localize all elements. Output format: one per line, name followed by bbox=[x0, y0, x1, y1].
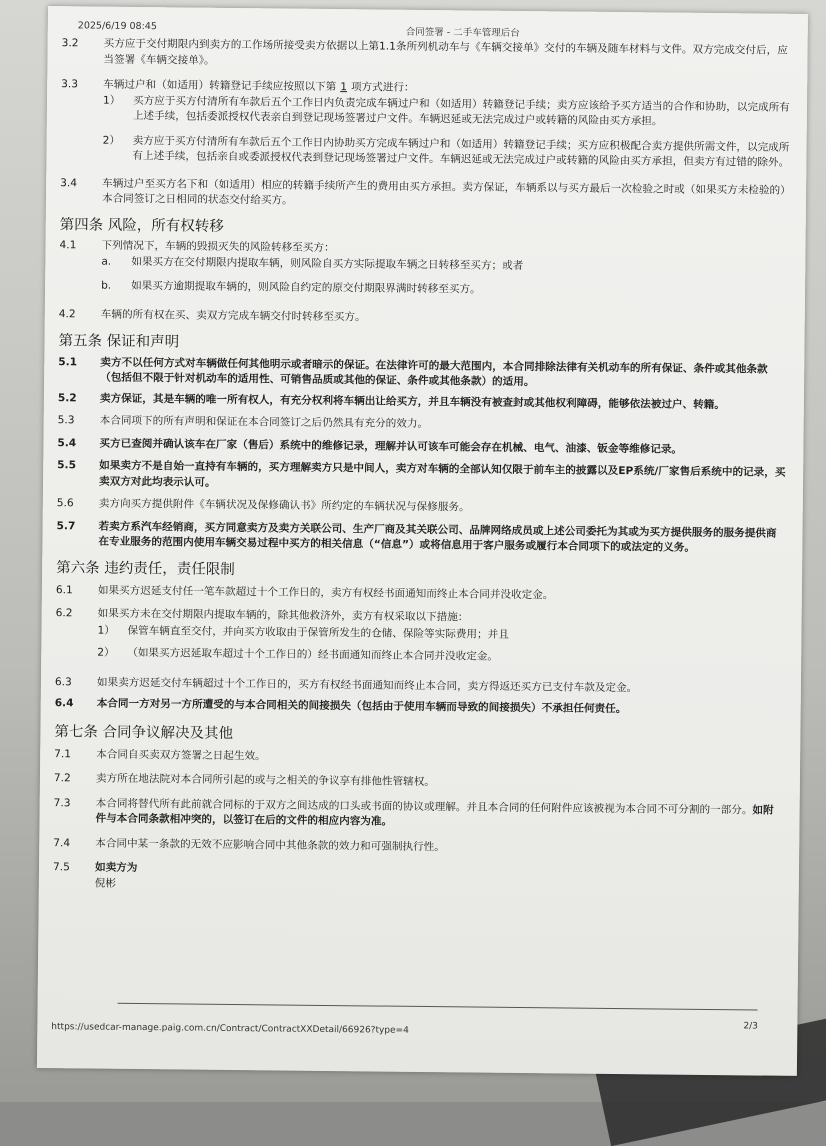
clause-text: 如果卖方不是自始一直持有车辆的，买方理解卖方只是中间人，卖方对车辆的全部认知仅限于前车主的披露以及EP系统/厂家售后系统中的记录，买卖双方对此均表示认可。 bbox=[98, 459, 786, 489]
clause-7-2 bbox=[54, 771, 784, 794]
clause-5-1 bbox=[58, 355, 788, 394]
contract-body bbox=[53, 36, 792, 899]
clause-text: 卖方向买方提供附件《车辆状况及保修确认书》所约定的车辆状况与保修服务。 bbox=[98, 497, 470, 514]
sub-text: 如果买方逾期提取车辆的，则风险自约定的原交付期限界满时转移至买方。 bbox=[131, 279, 481, 296]
sub-number: a. bbox=[101, 255, 112, 268]
clause-text: 买方已查阅并确认该车在厂家（售后）系统中的维修记录，理解并认可该车可能会存在机械、电气、油漆、钣金等维修记录。 bbox=[99, 437, 683, 456]
clause-7-4 bbox=[53, 836, 783, 859]
clause-number: 6.1 bbox=[55, 583, 73, 596]
clause-number: 7.5 bbox=[52, 861, 70, 874]
clause-number: 3.3 bbox=[61, 78, 79, 91]
clause-4-1-b bbox=[59, 278, 789, 301]
clause-text: 如果买方迟延支付任一笔车款超过十个工作日的，卖方有权经书面通知而终止本合同并没收定金。 bbox=[97, 584, 554, 601]
clause-3-4 bbox=[60, 176, 790, 215]
clause-number: 5.3 bbox=[57, 414, 75, 427]
clause-5-4 bbox=[57, 436, 787, 459]
clause-6-1 bbox=[56, 583, 786, 606]
clause-number: 7.4 bbox=[53, 836, 71, 849]
contract-page bbox=[37, 6, 808, 1076]
clause-number: 4.1 bbox=[59, 238, 77, 251]
clause-number: 5.4 bbox=[57, 436, 77, 449]
clause-text: 买方应于交付期限内到卖方的工作场所接受卖方依据以上第1.1条所列机动车与《车辆交接单》交付的车辆及随车材料与文件。双方完成交付后，应当签署《车辆交接单》。 bbox=[103, 37, 788, 67]
clause-text: 本合同自买卖双方签署之日起生效。 bbox=[96, 748, 266, 762]
print-datetime: 2025/6/19 08:45 bbox=[77, 20, 157, 33]
option-choice: 1 bbox=[340, 81, 348, 94]
section-heading-5: 第五条 保证和声明 bbox=[58, 332, 180, 350]
clause-7-3 bbox=[53, 796, 783, 835]
print-url: https://usedcar-manage.paig.com.cn/Contract/ContractXXDetail/66926?type=4 bbox=[51, 1022, 409, 1036]
clause-number: 7.1 bbox=[54, 747, 72, 760]
sub-number: 2） bbox=[97, 646, 115, 659]
sub-number: 1） bbox=[97, 624, 115, 637]
clause-5-2 bbox=[58, 391, 788, 414]
clause-text: 本合同中某一条款的无效不应影响合同中其他条款的效力和可强制执行性。 bbox=[95, 837, 445, 853]
clause-text-bold: 如附件与本合同条款相冲突的，以签订在后的文件的相应内容为准。 bbox=[95, 803, 774, 828]
clause-text: 车辆过户和（如适用）转籍登记手续应按照以下第 bbox=[103, 78, 337, 94]
clause-7-5 bbox=[53, 860, 783, 899]
clause-number: 5.2 bbox=[57, 391, 77, 404]
section-heading-7: 第七条 合同争议解决及其他 bbox=[54, 723, 234, 742]
clause-text: 如果买方未在交付期限内提取车辆的，除其他救济外，卖方有权采取以下措施： bbox=[97, 607, 469, 624]
seller-name: 倪彬 bbox=[94, 877, 117, 890]
sub-text: 买方应于买方付清所有车款后五个工作日内负责完成车辆过户和（如适用）转籍登记手续；卖方应该给予买方适当的合作和协助，以完成所有上述手续，包括委派授权代表亲自到登记现场签署过户文件。车辆迟延或无法完成过户或转籍的风险由买方承担。 bbox=[132, 94, 790, 128]
sub-text: （如果买方迟延取车超过十个工作日的）经书面通知而终止本合同并没收定金。 bbox=[127, 646, 499, 663]
clause-3-3-1 bbox=[61, 93, 791, 132]
clause-text: 卖方不以任何方式对车辆做任何其他明示或者暗示的保证。在法律许可的最大范围内，本合同排除法律有关机动车的所有保证、条件或其他条款（包括但不限于针对机动车的适用性、可销售品质或其他的保证、条件或其他条款）的适用。 bbox=[100, 356, 768, 389]
clause-number: 5.5 bbox=[57, 459, 77, 472]
clause-number: 3.2 bbox=[61, 37, 79, 50]
clause-text: 本合同项下的所有声明和保证在本合同签订之后仍然具有充分的效力。 bbox=[99, 414, 429, 431]
sub-number: 1） bbox=[102, 94, 121, 107]
section-heading-4: 第四条 风险，所有权转移 bbox=[59, 216, 224, 235]
clause-number: 3.4 bbox=[60, 176, 78, 189]
print-title: 合同签署 - 二手车管理后台 bbox=[405, 26, 520, 39]
clause-number: 5.1 bbox=[58, 355, 78, 368]
clause-text: 卖方保证，其是车辆的唯一所有权人，有充分权利将车辆出让给买方，并且车辆没有被查封或其他权利障碍，能够依法被过户、转籍。 bbox=[99, 392, 725, 411]
clause-number: 6.3 bbox=[54, 675, 72, 688]
clause-text: 本合同一方对另一方所遭受的与本合同相关的间接损失（包括由于使用车辆而导致的间接损失）不承担任何责任。 bbox=[96, 697, 627, 716]
clause-number: 7.2 bbox=[53, 772, 71, 785]
clause-text: 如卖方为 bbox=[94, 861, 138, 875]
clause-number: 6.2 bbox=[55, 607, 73, 620]
sub-text: 如果买方在交付期限内提取车辆，则风险自买方实际提取车辆之日转移至买方；或者 bbox=[131, 255, 524, 273]
clause-5-7 bbox=[56, 519, 786, 558]
clause-6-2-2 bbox=[55, 645, 785, 668]
clause-5-5 bbox=[57, 458, 787, 497]
page-number: 2/3 bbox=[743, 1021, 758, 1032]
clause-number: 6.4 bbox=[54, 697, 74, 710]
clause-text: 卖方所在地法院对本合同所引起的或与之相关的争议享有排他性管辖权。 bbox=[95, 772, 435, 789]
sub-text: 卖方应于买方付清所有车款后五个工作日内协助买方完成车辆过户和（如适用）转籍登记手续；买方应积极配合卖方提供所需文件，以完成所有上述手续，包括亲自或委派授权代表到登记现场签署过户文件。车辆迟延或无法完成过户或转籍的风险由买方承担，但卖方有过错的除外。 bbox=[132, 134, 790, 169]
clause-number: 5.7 bbox=[56, 519, 76, 532]
clause-5-6 bbox=[57, 496, 787, 519]
sub-text: 保管车辆直至交付，并向买方收取由于保管所发生的仓储、保险等实际费用；并且 bbox=[127, 624, 509, 641]
clause-4-2 bbox=[59, 307, 789, 330]
clause-6-3 bbox=[55, 675, 785, 698]
clause-text: 下列情况下，车辆的毁损灭失的风险转移至买方： bbox=[101, 239, 335, 254]
clause-5-3 bbox=[58, 413, 788, 436]
clause-text: 车辆的所有权在买、卖双方完成车辆交付时转移至买方。 bbox=[100, 308, 366, 324]
clause-number: 4.2 bbox=[58, 308, 76, 321]
clause-number: 7.3 bbox=[53, 796, 71, 809]
clause-3-2 bbox=[61, 36, 791, 75]
clause-text: 若卖方系汽车经销商，买方同意卖方及卖方关联公司、生产厂商及其关联公司、品牌网络成员或上述公司委托为其或为买方提供服务的服务提供商在专业服务的范围内使用车辆交易过程中买方的相关信息（“信息”）或将信息用于客户服务或履行本合同项下的或法定的义务。 bbox=[98, 520, 777, 554]
sub-number: 2） bbox=[102, 134, 121, 147]
clause-text: 本合同将替代所有此前就合同标的于双方之间达成的口头或书面的协议或理解。并且本合同的任何附件应该被视为本合同不可分割的一部分。 bbox=[95, 797, 753, 816]
clause-6-4 bbox=[55, 696, 785, 719]
sub-number: b. bbox=[101, 279, 112, 292]
clause-7-1 bbox=[54, 747, 784, 770]
clause-3-3-2 bbox=[60, 133, 790, 172]
clause-text: 车辆过户至买方名下和（如适用）相应的转籍手续所产生的费用由买方承担。卖方保证，车辆系以与买方最后一次检验之时或（如果买方未检验的）本合同签订之日相同的状态交付给买方。 bbox=[101, 177, 786, 207]
signature-line bbox=[118, 1003, 758, 1011]
clause-text-tail: 项方式进行： bbox=[350, 81, 415, 94]
clause-text: 如果卖方迟延交付车辆超过十个工作日的，买方有权经书面通知而终止本合同，卖方得返还买方已支付车款及定金。 bbox=[96, 676, 638, 694]
clause-number: 5.6 bbox=[56, 497, 74, 510]
section-heading-6: 第六条 违约责任，责任限制 bbox=[56, 559, 235, 578]
